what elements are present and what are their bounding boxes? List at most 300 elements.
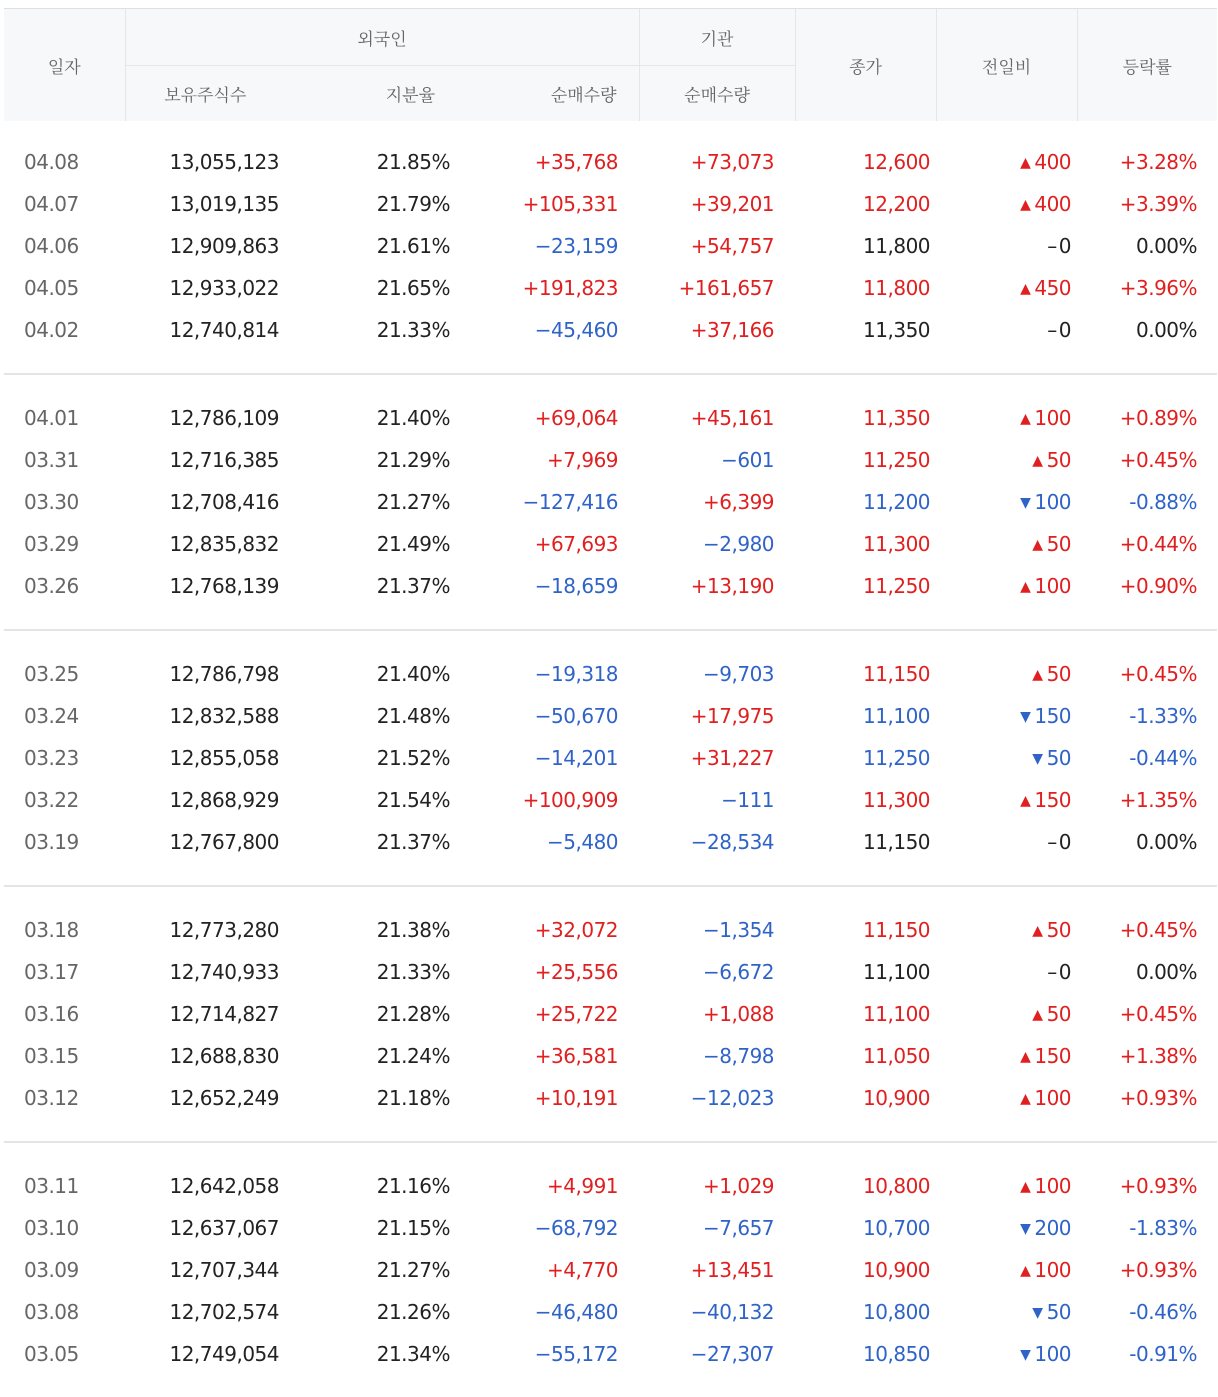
triangle-up-icon: ▲ xyxy=(1020,1049,1031,1065)
spacer-cell xyxy=(4,1375,1217,1397)
date-cell: 03.22 xyxy=(24,788,79,812)
table-row xyxy=(4,565,1217,607)
table-row xyxy=(4,183,1217,225)
triangle-up-icon: ▲ xyxy=(1020,197,1031,213)
group-spacer xyxy=(4,1375,1217,1397)
group-spacer xyxy=(4,607,1217,630)
close-cell: 10,800 xyxy=(863,1300,931,1324)
header-change: 전일비 xyxy=(936,9,1077,122)
foreign-net-cell: +100,909 xyxy=(522,788,619,812)
holdings-cell: 13,019,135 xyxy=(169,192,279,216)
dash-icon: – xyxy=(1047,960,1057,984)
header-foreign-net: 순매수량 xyxy=(457,66,639,122)
triangle-up-icon: ▲ xyxy=(1032,1007,1043,1023)
rate-cell: -1.33% xyxy=(1129,704,1198,728)
holdings-cell: 12,749,054 xyxy=(169,1342,279,1366)
triangle-down-icon: ▼ xyxy=(1032,1305,1043,1321)
holdings-cell: 12,637,067 xyxy=(169,1216,279,1240)
change-value: 50 xyxy=(1046,532,1072,556)
date-cell: 03.19 xyxy=(24,830,79,854)
close-cell: 11,300 xyxy=(863,532,931,556)
change-cell xyxy=(936,183,1077,225)
date-cell: 04.08 xyxy=(24,150,79,174)
foreign-net-cell: −19,318 xyxy=(534,662,619,686)
ratio-cell: 21.27% xyxy=(376,1258,450,1282)
change-cell xyxy=(936,309,1077,351)
rate-cell: 0.00% xyxy=(1135,234,1198,258)
holdings-cell: 12,832,588 xyxy=(169,704,279,728)
date-cell: 03.23 xyxy=(24,746,79,770)
header-ratio: 지분율 xyxy=(285,66,457,122)
holdings-cell: 12,702,574 xyxy=(169,1300,279,1324)
date-cell: 03.30 xyxy=(24,490,79,514)
holdings-cell: 12,707,344 xyxy=(169,1258,279,1282)
ratio-cell: 21.40% xyxy=(376,406,450,430)
change-value: 100 xyxy=(1034,574,1072,598)
foreign-net-cell: −50,670 xyxy=(534,704,619,728)
date-cell: 03.08 xyxy=(24,1300,79,1324)
foreign-net-cell: +25,556 xyxy=(534,960,619,984)
header-close: 종가 xyxy=(795,9,936,122)
change-value: 50 xyxy=(1046,1300,1072,1324)
rate-cell: +0.93% xyxy=(1119,1086,1198,1110)
holdings-cell: 12,740,814 xyxy=(169,318,279,342)
date-cell: 03.25 xyxy=(24,662,79,686)
change-value: 100 xyxy=(1034,406,1072,430)
holdings-cell: 12,835,832 xyxy=(169,532,279,556)
close-cell: 12,200 xyxy=(863,192,931,216)
table-row xyxy=(4,909,1217,951)
change-value: 450 xyxy=(1034,276,1072,300)
inst-net-cell: +1,029 xyxy=(703,1174,775,1198)
table-row xyxy=(4,1077,1217,1119)
rate-cell: -1.83% xyxy=(1129,1216,1198,1240)
change-value: 150 xyxy=(1034,1044,1072,1068)
change-value: 0 xyxy=(1058,830,1072,854)
group-spacer xyxy=(4,375,1217,397)
rate-cell: +0.44% xyxy=(1119,532,1198,556)
spacer-cell xyxy=(4,863,1217,886)
table-row xyxy=(4,141,1217,183)
rate-cell: +0.89% xyxy=(1119,406,1198,430)
close-cell: 11,350 xyxy=(863,318,931,342)
table-row xyxy=(4,993,1217,1035)
rate-cell: +0.45% xyxy=(1119,662,1198,686)
triangle-down-icon: ▼ xyxy=(1020,1347,1031,1363)
change-cell xyxy=(936,993,1077,1035)
inst-net-cell: +31,227 xyxy=(690,746,775,770)
triangle-up-icon: ▲ xyxy=(1020,579,1031,595)
ratio-cell: 21.38% xyxy=(376,918,450,942)
ratio-cell: 21.48% xyxy=(376,704,450,728)
date-cell: 04.05 xyxy=(24,276,79,300)
ratio-cell: 21.33% xyxy=(376,960,450,984)
rate-cell: +0.45% xyxy=(1119,918,1198,942)
dash-icon: – xyxy=(1047,234,1057,258)
spacer-cell xyxy=(4,351,1217,374)
close-cell: 11,150 xyxy=(863,918,931,942)
inst-net-cell: +45,161 xyxy=(690,406,775,430)
date-cell: 03.15 xyxy=(24,1044,79,1068)
close-cell: 11,200 xyxy=(863,490,931,514)
triangle-up-icon: ▲ xyxy=(1032,923,1043,939)
table-row xyxy=(4,695,1217,737)
close-cell: 10,850 xyxy=(863,1342,931,1366)
close-cell: 10,900 xyxy=(863,1086,931,1110)
holdings-cell: 12,786,798 xyxy=(169,662,279,686)
spacer-cell xyxy=(4,631,1217,653)
close-cell: 11,100 xyxy=(863,960,931,984)
ratio-cell: 21.85% xyxy=(376,150,450,174)
triangle-up-icon: ▲ xyxy=(1020,1179,1031,1195)
spacer-cell xyxy=(4,1119,1217,1142)
spacer-cell xyxy=(4,1143,1217,1165)
group-spacer xyxy=(4,631,1217,653)
header-date: 일자 xyxy=(4,9,125,122)
header-rate: 등락률 xyxy=(1077,9,1217,122)
triangle-down-icon: ▼ xyxy=(1032,751,1043,767)
date-cell: 03.09 xyxy=(24,1258,79,1282)
foreign-net-cell: +32,072 xyxy=(534,918,619,942)
foreign-net-cell: +67,693 xyxy=(534,532,619,556)
rate-cell: +3.28% xyxy=(1119,150,1198,174)
date-cell: 03.12 xyxy=(24,1086,79,1110)
date-cell: 04.06 xyxy=(24,234,79,258)
ratio-cell: 21.27% xyxy=(376,490,450,514)
foreign-net-cell: +7,969 xyxy=(547,448,619,472)
table-row xyxy=(4,737,1217,779)
inst-net-cell: −111 xyxy=(721,788,775,812)
rate-cell: -0.91% xyxy=(1129,1342,1198,1366)
close-cell: 11,150 xyxy=(863,830,931,854)
ratio-cell: 21.65% xyxy=(376,276,450,300)
close-cell: 11,050 xyxy=(863,1044,931,1068)
foreign-net-cell: +4,770 xyxy=(547,1258,619,1282)
change-cell xyxy=(936,951,1077,993)
ratio-cell: 21.29% xyxy=(376,448,450,472)
holdings-cell: 12,909,863 xyxy=(169,234,279,258)
group-spacer xyxy=(4,351,1217,374)
close-cell: 11,350 xyxy=(863,406,931,430)
inst-net-cell: +73,073 xyxy=(690,150,775,174)
change-value: 50 xyxy=(1046,918,1072,942)
inst-net-cell: +13,190 xyxy=(690,574,775,598)
change-value: 100 xyxy=(1034,1174,1072,1198)
holdings-cell: 12,786,109 xyxy=(169,406,279,430)
holdings-cell: 13,055,123 xyxy=(169,150,279,174)
rate-cell: +0.93% xyxy=(1119,1174,1198,1198)
table-row xyxy=(4,309,1217,351)
close-cell: 11,250 xyxy=(863,448,931,472)
foreign-net-cell: −55,172 xyxy=(534,1342,619,1366)
triangle-up-icon: ▲ xyxy=(1032,667,1043,683)
date-cell: 03.18 xyxy=(24,918,79,942)
change-cell xyxy=(936,695,1077,737)
triangle-up-icon: ▲ xyxy=(1020,155,1031,171)
date-cell: 03.26 xyxy=(24,574,79,598)
ratio-cell: 21.28% xyxy=(376,1002,450,1026)
inst-net-cell: +13,451 xyxy=(690,1258,775,1282)
table-row xyxy=(4,1035,1217,1077)
triangle-up-icon: ▲ xyxy=(1020,1091,1031,1107)
inst-net-cell: −8,798 xyxy=(703,1044,775,1068)
change-cell xyxy=(936,737,1077,779)
rate-cell: +3.96% xyxy=(1119,276,1198,300)
change-value: 150 xyxy=(1034,704,1072,728)
ratio-cell: 21.24% xyxy=(376,1044,450,1068)
date-cell: 04.01 xyxy=(24,406,79,430)
date-cell: 03.11 xyxy=(24,1174,79,1198)
foreign-net-cell: +35,768 xyxy=(534,150,619,174)
group-spacer xyxy=(4,887,1217,909)
foreign-net-cell: +10,191 xyxy=(534,1086,619,1110)
triangle-up-icon: ▲ xyxy=(1020,281,1031,297)
spacer-cell xyxy=(4,887,1217,909)
ratio-cell: 21.37% xyxy=(376,830,450,854)
foreign-net-cell: +105,331 xyxy=(522,192,619,216)
change-value: 50 xyxy=(1046,746,1072,770)
change-cell xyxy=(936,439,1077,481)
change-value: 50 xyxy=(1046,662,1072,686)
table-row xyxy=(4,225,1217,267)
holdings-cell: 12,773,280 xyxy=(169,918,279,942)
change-value: 100 xyxy=(1034,490,1072,514)
foreign-net-cell: −68,792 xyxy=(534,1216,619,1240)
change-value: 100 xyxy=(1034,1342,1072,1366)
ratio-cell: 21.15% xyxy=(376,1216,450,1240)
holdings-cell: 12,855,058 xyxy=(169,746,279,770)
rate-cell: +1.35% xyxy=(1119,788,1198,812)
change-cell xyxy=(936,481,1077,523)
foreign-net-cell: −127,416 xyxy=(522,490,619,514)
change-cell xyxy=(936,821,1077,863)
close-cell: 12,600 xyxy=(863,150,931,174)
table-body xyxy=(4,121,1217,1397)
table-row xyxy=(4,439,1217,481)
rate-cell: +0.90% xyxy=(1119,574,1198,598)
rate-cell: -0.46% xyxy=(1129,1300,1198,1324)
close-cell: 11,300 xyxy=(863,788,931,812)
header-foreign: 외국인 xyxy=(125,9,639,66)
inst-net-cell: −12,023 xyxy=(690,1086,775,1110)
holdings-cell: 12,933,022 xyxy=(169,276,279,300)
triangle-up-icon: ▲ xyxy=(1020,1263,1031,1279)
spacer-cell xyxy=(4,375,1217,397)
holdings-cell: 12,767,800 xyxy=(169,830,279,854)
triangle-down-icon: ▼ xyxy=(1020,495,1031,511)
close-cell: 11,800 xyxy=(863,234,931,258)
foreign-net-cell: −45,460 xyxy=(534,318,619,342)
rate-cell: +0.45% xyxy=(1119,448,1198,472)
holdings-cell: 12,714,827 xyxy=(169,1002,279,1026)
rate-cell: +0.45% xyxy=(1119,1002,1198,1026)
dash-icon: – xyxy=(1047,830,1057,854)
triangle-up-icon: ▲ xyxy=(1032,537,1043,553)
date-cell: 03.16 xyxy=(24,1002,79,1026)
foreign-net-cell: −46,480 xyxy=(534,1300,619,1324)
foreign-net-cell: +4,991 xyxy=(547,1174,619,1198)
change-cell xyxy=(936,1333,1077,1375)
foreign-net-cell: +36,581 xyxy=(534,1044,619,1068)
rate-cell: 0.00% xyxy=(1135,830,1198,854)
rate-cell: +3.39% xyxy=(1119,192,1198,216)
holdings-cell: 12,740,933 xyxy=(169,960,279,984)
change-cell xyxy=(936,653,1077,695)
table-header xyxy=(4,9,1217,122)
inst-net-cell: −27,307 xyxy=(690,1342,775,1366)
inst-net-cell: −9,703 xyxy=(703,662,775,686)
change-value: 200 xyxy=(1034,1216,1072,1240)
group-spacer xyxy=(4,121,1217,141)
ratio-cell: 21.79% xyxy=(376,192,450,216)
triangle-up-icon: ▲ xyxy=(1032,453,1043,469)
header-holdings: 보유주식수 xyxy=(125,66,285,122)
ratio-cell: 21.61% xyxy=(376,234,450,258)
close-cell: 10,800 xyxy=(863,1174,931,1198)
date-cell: 04.07 xyxy=(24,192,79,216)
holdings-cell: 12,768,139 xyxy=(169,574,279,598)
inst-net-cell: +39,201 xyxy=(690,192,775,216)
rate-cell: -0.44% xyxy=(1129,746,1198,770)
date-cell: 04.02 xyxy=(24,318,79,342)
spacer-cell xyxy=(4,607,1217,630)
change-value: 400 xyxy=(1034,192,1072,216)
header-institution: 기관 xyxy=(639,9,795,66)
foreign-net-cell: +25,722 xyxy=(534,1002,619,1026)
inst-net-cell: +17,975 xyxy=(690,704,775,728)
change-cell xyxy=(936,1077,1077,1119)
ratio-cell: 21.33% xyxy=(376,318,450,342)
group-spacer xyxy=(4,1143,1217,1165)
inst-net-cell: +161,657 xyxy=(678,276,775,300)
table-row xyxy=(4,653,1217,695)
change-cell xyxy=(936,1291,1077,1333)
close-cell: 11,100 xyxy=(863,1002,931,1026)
change-value: 0 xyxy=(1058,960,1072,984)
triangle-up-icon: ▲ xyxy=(1020,793,1031,809)
table-row xyxy=(4,1333,1217,1375)
triangle-up-icon: ▲ xyxy=(1020,411,1031,427)
change-cell xyxy=(936,1165,1077,1207)
spacer-cell xyxy=(4,121,1217,141)
close-cell: 10,900 xyxy=(863,1258,931,1282)
inst-net-cell: +37,166 xyxy=(690,318,775,342)
ratio-cell: 21.37% xyxy=(376,574,450,598)
table-row xyxy=(4,779,1217,821)
close-cell: 11,150 xyxy=(863,662,931,686)
change-value: 400 xyxy=(1034,150,1072,174)
date-cell: 03.31 xyxy=(24,448,79,472)
change-cell xyxy=(936,1249,1077,1291)
date-cell: 03.05 xyxy=(24,1342,79,1366)
change-value: 0 xyxy=(1058,234,1072,258)
change-cell xyxy=(936,1035,1077,1077)
table-row xyxy=(4,267,1217,309)
foreign-net-cell: +69,064 xyxy=(534,406,619,430)
ratio-cell: 21.16% xyxy=(376,1174,450,1198)
close-cell: 11,800 xyxy=(863,276,931,300)
change-cell xyxy=(936,225,1077,267)
inst-net-cell: +1,088 xyxy=(703,1002,775,1026)
change-cell xyxy=(936,267,1077,309)
dash-icon: – xyxy=(1047,318,1057,342)
inst-net-cell: −1,354 xyxy=(703,918,775,942)
holdings-cell: 12,688,830 xyxy=(169,1044,279,1068)
triangle-down-icon: ▼ xyxy=(1020,1221,1031,1237)
change-value: 150 xyxy=(1034,788,1072,812)
table-row xyxy=(4,1249,1217,1291)
table-row xyxy=(4,523,1217,565)
header-inst-net: 순매수량 xyxy=(639,66,795,122)
rate-cell: +0.93% xyxy=(1119,1258,1198,1282)
change-cell xyxy=(936,523,1077,565)
inst-net-cell: +6,399 xyxy=(703,490,775,514)
table-row xyxy=(4,397,1217,439)
holdings-cell: 12,868,929 xyxy=(169,788,279,812)
holdings-cell: 12,642,058 xyxy=(169,1174,279,1198)
ratio-cell: 21.52% xyxy=(376,746,450,770)
table-row xyxy=(4,821,1217,863)
ratio-cell: 21.54% xyxy=(376,788,450,812)
table-row xyxy=(4,1291,1217,1333)
change-cell xyxy=(936,565,1077,607)
table-row xyxy=(4,951,1217,993)
group-spacer xyxy=(4,863,1217,886)
close-cell: 10,700 xyxy=(863,1216,931,1240)
inst-net-cell: −6,672 xyxy=(703,960,775,984)
ratio-cell: 21.26% xyxy=(376,1300,450,1324)
ratio-cell: 21.34% xyxy=(376,1342,450,1366)
date-cell: 03.29 xyxy=(24,532,79,556)
table-row xyxy=(4,1207,1217,1249)
change-value: 50 xyxy=(1046,1002,1072,1026)
rate-cell: 0.00% xyxy=(1135,318,1198,342)
holdings-cell: 12,708,416 xyxy=(169,490,279,514)
rate-cell: +1.38% xyxy=(1119,1044,1198,1068)
holdings-cell: 12,716,385 xyxy=(169,448,279,472)
close-cell: 11,250 xyxy=(863,574,931,598)
change-value: 0 xyxy=(1058,318,1072,342)
table-row xyxy=(4,1165,1217,1207)
change-cell xyxy=(936,141,1077,183)
change-value: 50 xyxy=(1046,448,1072,472)
rate-cell: 0.00% xyxy=(1135,960,1198,984)
inst-net-cell: −601 xyxy=(721,448,775,472)
change-cell xyxy=(936,909,1077,951)
investor-trading-table xyxy=(4,8,1217,1397)
foreign-net-cell: −23,159 xyxy=(534,234,619,258)
foreign-net-cell: −18,659 xyxy=(534,574,619,598)
date-cell: 03.24 xyxy=(24,704,79,728)
group-spacer xyxy=(4,1119,1217,1142)
inst-net-cell: −40,132 xyxy=(690,1300,775,1324)
close-cell: 11,100 xyxy=(863,704,931,728)
inst-net-cell: −2,980 xyxy=(703,532,775,556)
foreign-net-cell: −5,480 xyxy=(547,830,619,854)
date-cell: 03.10 xyxy=(24,1216,79,1240)
change-cell xyxy=(936,397,1077,439)
table-row xyxy=(4,481,1217,523)
change-value: 100 xyxy=(1034,1258,1072,1282)
rate-cell: -0.88% xyxy=(1129,490,1198,514)
inst-net-cell: −28,534 xyxy=(690,830,775,854)
holdings-cell: 12,652,249 xyxy=(169,1086,279,1110)
ratio-cell: 21.18% xyxy=(376,1086,450,1110)
date-cell: 03.17 xyxy=(24,960,79,984)
ratio-cell: 21.40% xyxy=(376,662,450,686)
triangle-down-icon: ▼ xyxy=(1020,709,1031,725)
ratio-cell: 21.49% xyxy=(376,532,450,556)
